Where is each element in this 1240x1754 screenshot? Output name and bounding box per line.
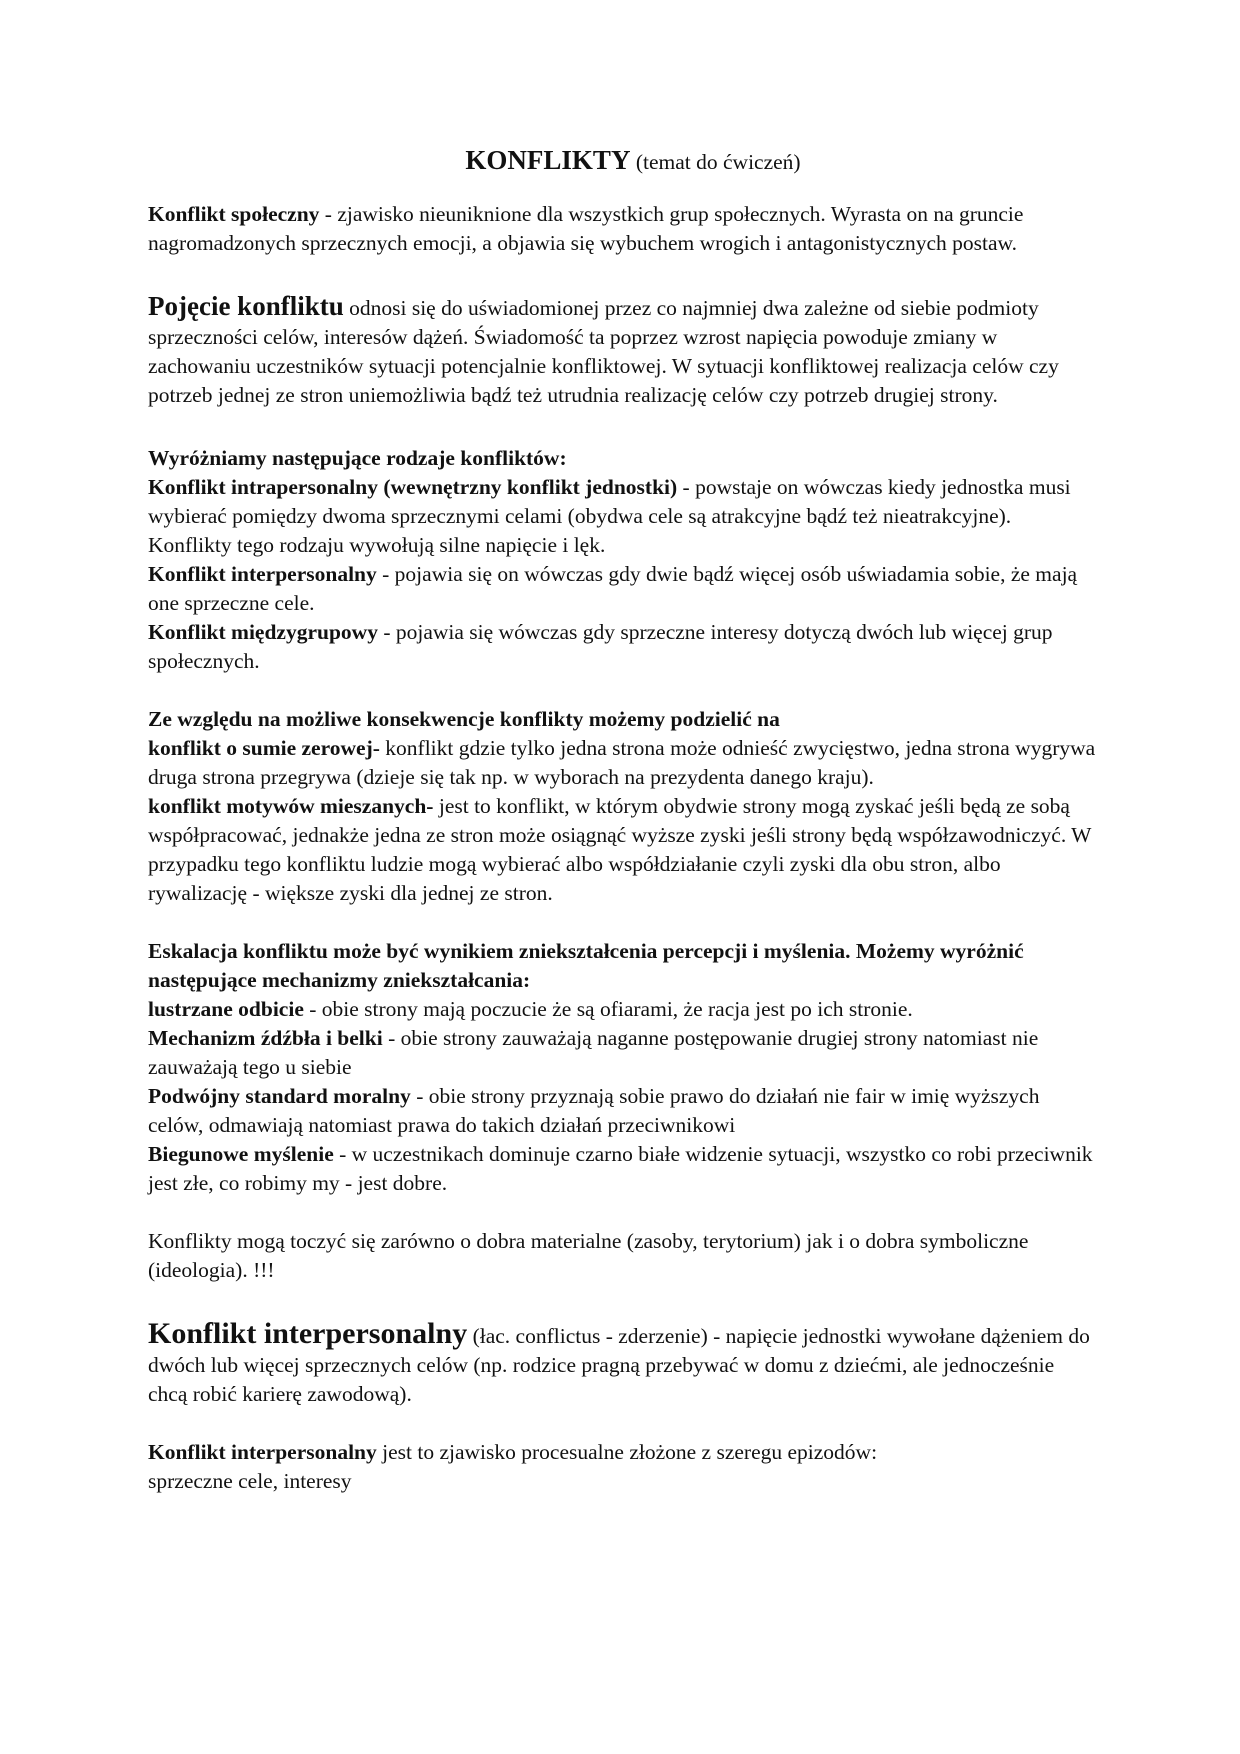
term-social-conflict: Konflikt społeczny [148,202,320,226]
list-item-double-standard: Podwójny standard moralny - obie strony przyznają sobie prawo do działań nie fair w imię wyższych celów, odmawiają natomiast prawa do takich działań przeciwnikowi [148,1084,1040,1137]
list-item-mote-and-beam: Mechanizm źdźbła i belki - obie strony zauważają naganne postępowanie drugiej strony natomiast nie zauważają tego u siebie [148,1026,1039,1079]
term-polar-thinking: Biegunowe myślenie [148,1142,334,1166]
term-intergroup: Konflikt międzygrupowy [148,620,378,644]
paragraph-interpersonal-definition [148,1319,1098,1409]
heading-conflict-types: Wyróżniamy następujące rodzaje konfliktów: [148,446,567,470]
title-subtitle: (temat do ćwiczeń) [630,150,801,174]
list-item-polar-thinking: Biegunowe myślenie - w uczestnikach dominuje czarno białe widzenie sytuacji, wszystko co robi przeciwnik jest złe, co robimy my - jest dobre. [148,1142,1093,1195]
term-double-standard: Podwójny standard moralny [148,1084,411,1108]
term-interpersonal-large: Konflikt interpersonalny [148,1317,468,1350]
paragraph-social-conflict [148,200,1098,258]
list-item-zero-sum: konflikt o sumie zerowej- konflikt gdzie tylko jedna strona może odnieść zwycięstwo, jedna strona wygrywa druga strona przegrywa (dzieje się tak np. w wyborach na prezydenta danego kraju). [148,736,1096,789]
list-item-mixed-motives: konflikt motywów mieszanych- jest to konflikt, w którym obydwie strony mogą zyskać jeśli będą ze sobą współpracować, jednakże jedna ze stron może osiągnąć wyższe zyski jeśli strony będą współzawodniczyć. W przypadku tego konfliktu ludzie mogą wybierać albo współdziałanie czyli zyski dla obu stron, albo rywalizację - większe zyski dla jednej ze stron. [148,794,1092,905]
term-interpersonal-process: Konflikt interpersonalny [148,1440,377,1464]
document-page [148,140,1098,1496]
term-mote-and-beam: Mechanizm źdźbła i belki [148,1026,383,1050]
paragraph-process-line2: sprzeczne cele, interesy [148,1469,352,1493]
list-item-intrapersonal: Konflikt intrapersonalny (wewnętrzny konflikt jednostki) - powstaje on wówczas kiedy jednostka musi wybierać pomiędzy dwoma sprzecznymi celami (obydwa cele są atrakcyjne bądź też nieatrakcyjne). Konflikty tego rodzaju wywołują silne napięcie i lęk. [148,475,1071,557]
text-social-conflict: - zjawisko nieuniknione dla wszystkich grup społecznych. Wyrasta on na gruncie nagromadzonych sprzecznych emocji, a objawia się wybuchem wrogich i antagonistycznych postaw. [148,202,1024,255]
term-mirror-image: lustrzane odbicie [148,997,304,1021]
term-zero-sum: konflikt o sumie zerowej- [148,736,380,760]
text-interpersonal-definition: (łac. conflictus - zderzenie) - napięcie jednostki wywołane dążeniem do dwóch lub więcej sprzecznych celów (np. rodzice pragną przebywać w domu z dziećmi, ale jednocześnie chcą robić karierę zawodową). [148,1324,1090,1406]
term-intrapersonal: Konflikt intrapersonalny (wewnętrzny konflikt jednostki) [148,475,678,499]
list-item-interpersonal: Konflikt interpersonalny - pojawia się on wówczas gdy dwie bądź więcej osób uświadamia sobie, że mają one sprzeczne cele. [148,562,1078,615]
term-conflict-concept: Pojęcie konfliktu [148,291,344,321]
document-title [148,140,1098,182]
term-interpersonal: Konflikt interpersonalny [148,562,377,586]
paragraph-interpersonal-process: Konflikt interpersonalny jest to zjawisko procesualne złożone z szeregu epizodów: [148,1440,878,1464]
list-item-intergroup: Konflikt międzygrupowy - pojawia się wówczas gdy sprzeczne interesy dotyczą dwóch lub więcej grup społecznych. [148,620,1053,673]
paragraph-goods: Konflikty mogą toczyć się zarówno o dobra materialne (zasoby, terytorium) jak i o dobra symboliczne (ideologia). !!! [148,1229,1029,1282]
heading-consequences: Ze względu na możliwe konsekwencje konflikty możemy podzielić na [148,707,780,731]
term-mixed-motives: konflikt motywów mieszanych- [148,794,434,818]
list-item-mirror-image: lustrzane odbicie - obie strony mają poczucie że są ofiarami, że racja jest po ich stronie. [148,997,913,1021]
paragraph-conflict-concept [148,292,1098,410]
text-conflict-concept: odnosi się do uświadomionej przez co najmniej dwa zależne od siebie podmioty sprzeczności celów, interesów dążeń. Świadomość ta poprzez wzrost napięcia powoduje zmiany w zachowaniu uczestników sytuacji potencjalnie konfliktowej. W sytuacji konfliktowej realizacja celów czy potrzeb jednej ze stron uniemożliwia bądź też utrudnia realizację celów czy potrzeb drugiej strony. [148,296,1059,407]
heading-escalation: Eskalacja konfliktu może być wynikiem zniekształcenia percepcji i myślenia. Możemy wyróżnić następujące mechanizmy zniekształcania: [148,939,1024,992]
title-main: KONFLIKTY [465,145,631,175]
